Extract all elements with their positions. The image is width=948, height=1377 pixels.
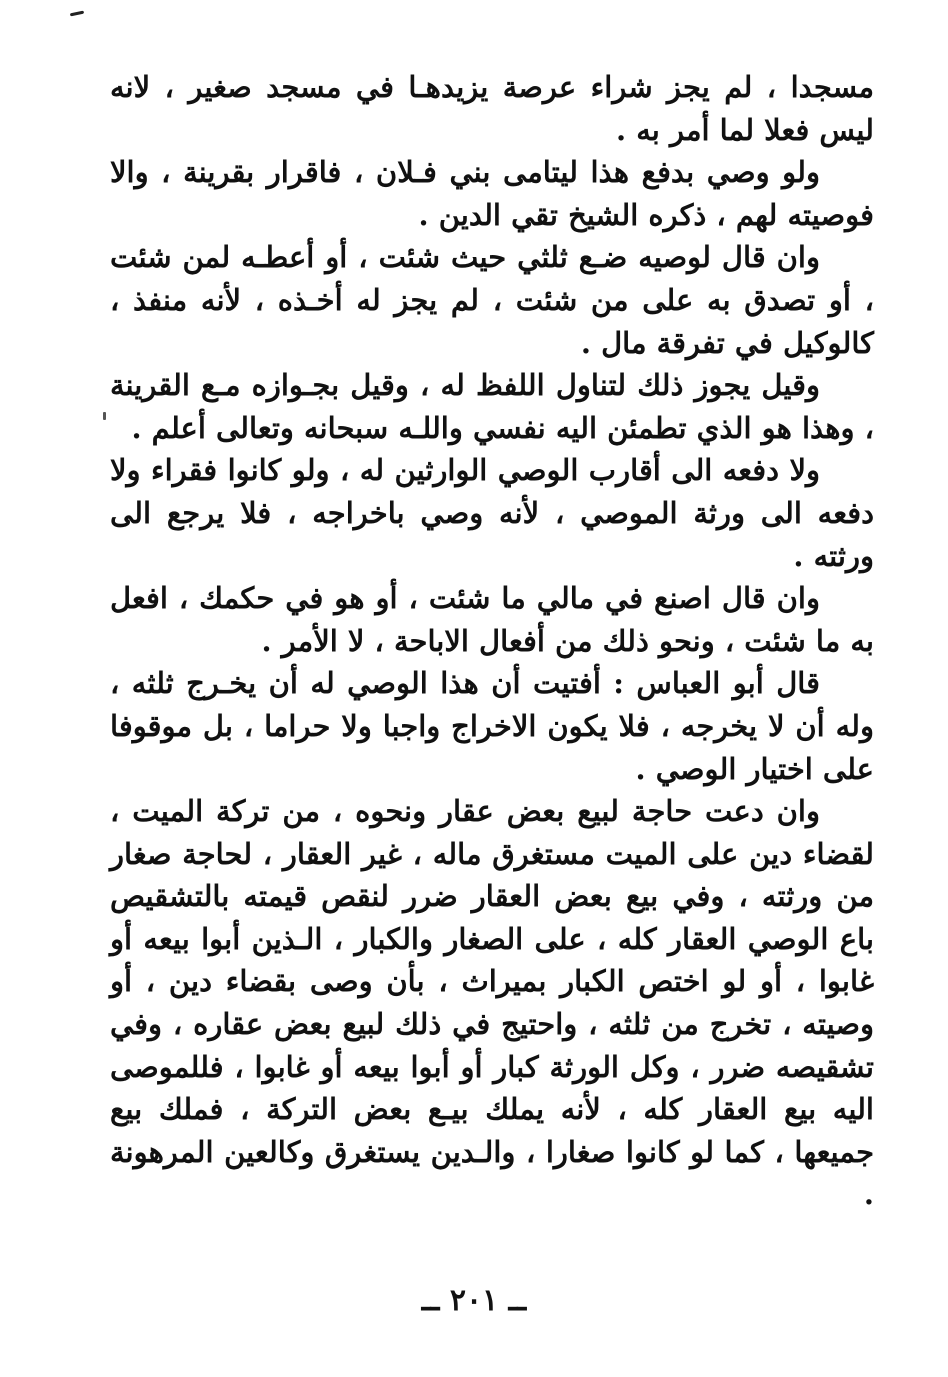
paragraph-3: وان قال لوصيه ضـع ثلثي حيث شئت ، أو أعطـه لمن شئت ، أو تصدق به على من شئت ، لم يجز له أخـذه ، لأنه منفذ ، كالوكيل في تفرقة مال .: [110, 240, 874, 360]
paragraph-7: قال أبو العباس : أفتيت أن هذا الوصي له أن يخـرج ثلثه ، وله أن لا يخرجه ، فلا يكون الاخراج واجبا ولا حراما ، بل موقوفا على اختيار الوصي .: [110, 666, 874, 786]
paragraph-1: مسجدا ، لم يجز شراء عرصة يزيدهـا في مسجد صغير ، لانه ليس فعلا لما أمر به .: [110, 70, 874, 147]
paragraph-2: ولو وصي بدفع هذا ليتامى بني فـلان ، فاقرار بقرينة ، والا فوصيته لهم ، ذكره الشيخ تقي الدين .: [110, 155, 874, 232]
corner-scan-mark: [70, 11, 84, 17]
paragraph-5: ولا دفعه الى أقارب الوصي الوارثين له ، ولو كانوا فقراء ولا دفعه الى ورثة الموصي ، لأنه وصي باخراجه ، فلا يرجع الى ورثته .: [110, 453, 874, 573]
margin-speck: [103, 412, 106, 420]
paragraph-4: وقيل يجوز ذلك لتناول اللفظ له ، وقيل بجـوازه مـع القرينة ، وهذا هو الذي تطمئن اليه نفسي واللـه سبحانه وتعالى أعلم .: [110, 368, 874, 445]
paragraph-6: وان قال اصنع في مالي ما شئت ، أو هو في حكمك ، افعل به ما شئت ، ونحو ذلك من أفعال الاباحة ، لا الأمر .: [110, 581, 874, 658]
paragraph-8: وان دعت حاجة لبيع بعض عقار ونحوه ، من تركة الميت ، لقضاء دين على الميت مستغرق ماله ، غير العقار ، لحاجة صغار من ورثته ، وفي بيع بعض العقار ضرر لنقص قيمته بالتشقيص باع الوصي العقار كله ، على الصغار والكبار ، الـذين أبوا بيعه أو غابوا ، أو لو اختص الكبار بميراث ، بأن وصى بقضاء دين ، أو وصيته ، تخرج من ثلثه ، واحتيج في ذلك لبيع بعض عقاره ، وفي تشقيصه ضرر ، وكل الورثة كبار أو أبوا بيعه أو غابوا ، فللموصى اليه بيع العقار كله ، لأنه يملك بيـع بعض التركة ، فملك بيع جميعها ، كما لو كانوا صغارا ، والـدين يستغرق وكالعين المرهونة .: [110, 794, 874, 1212]
page-number: ــ ٢٠١ ــ: [421, 1283, 527, 1318]
page-body-text: [110, 66, 874, 1216]
